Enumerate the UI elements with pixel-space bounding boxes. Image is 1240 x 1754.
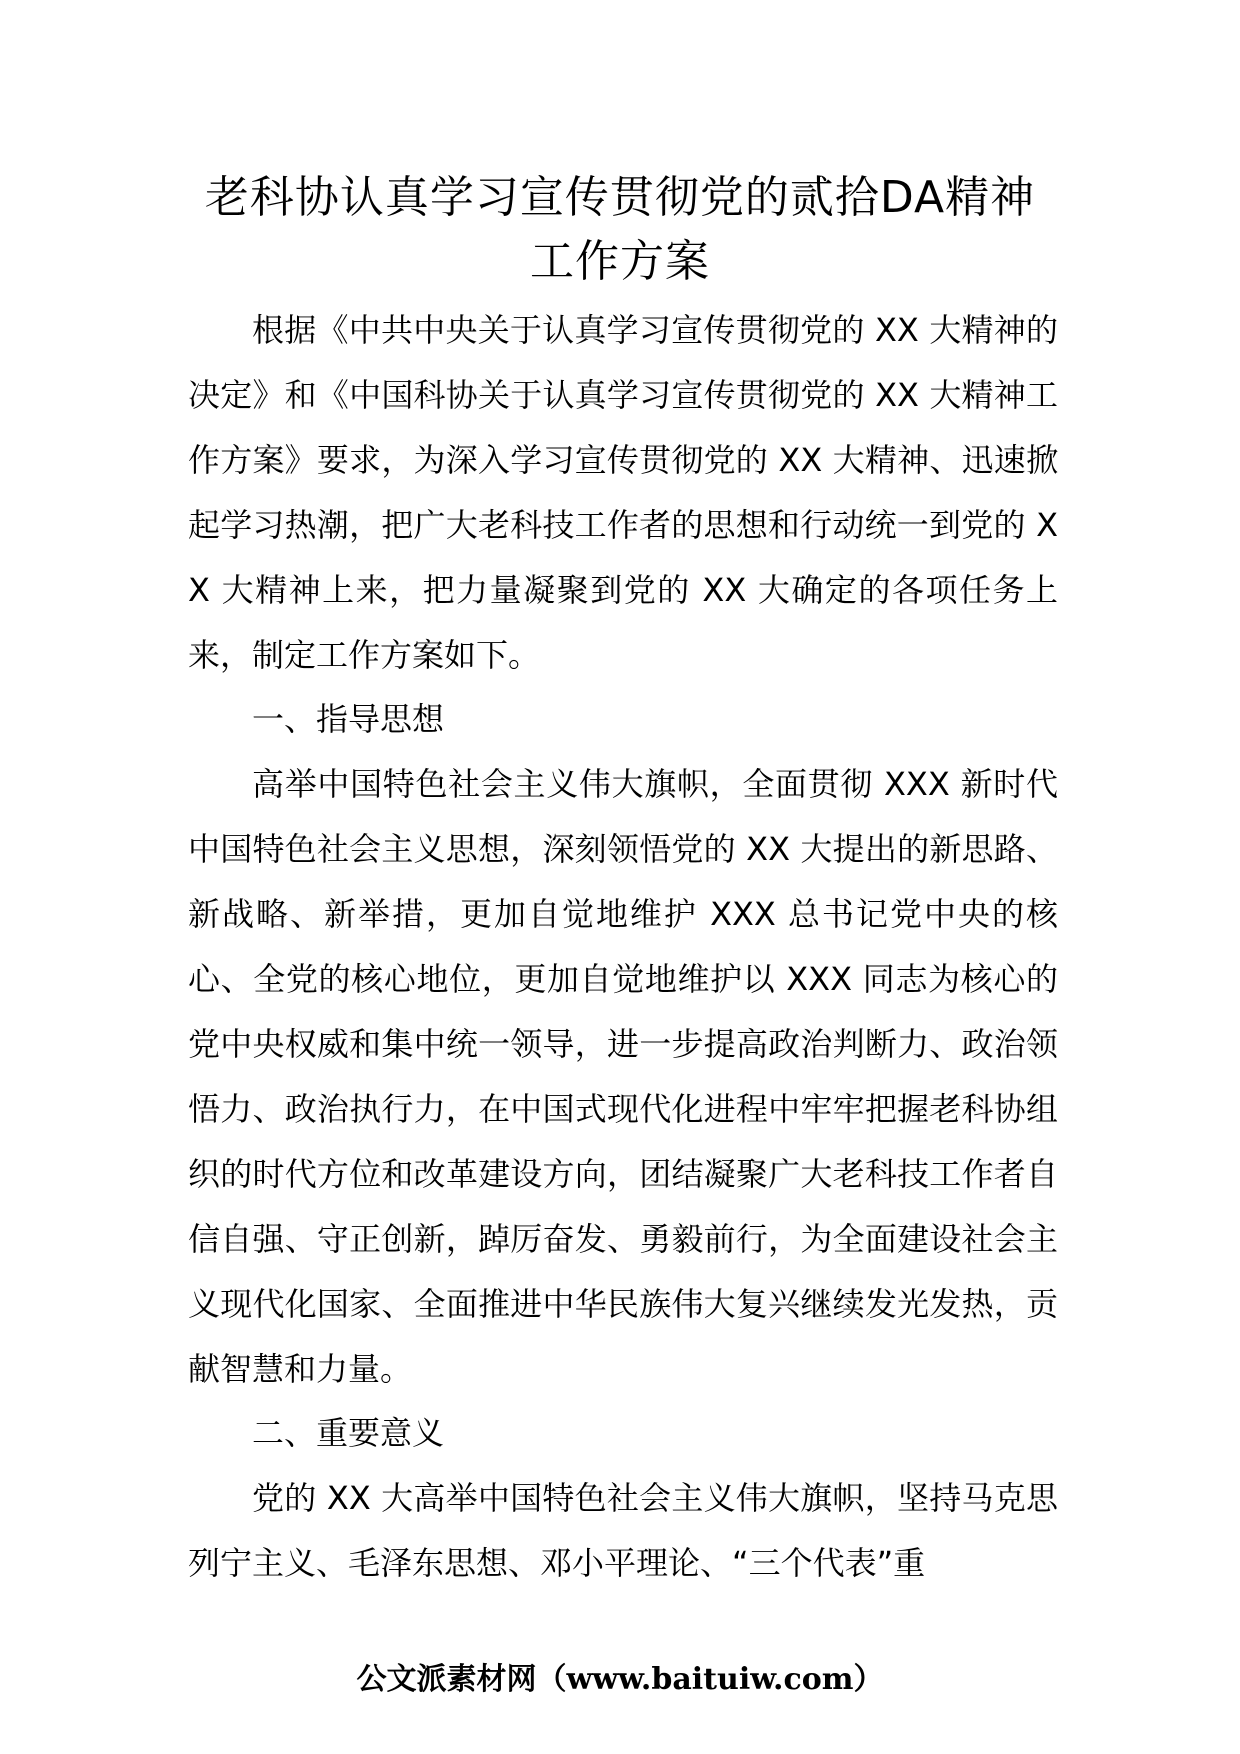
footer-watermark: 公文派素材网（www.baituiw.com） (356, 1662, 884, 1697)
section-paragraph-guiding-ideology: 高举中国特色社会主义伟大旗帜，全面贯彻 XXX 新时代中国特色社会主义思想，深刻领悟党的 XX 大提出的新思路、新战略、新举措，更加自觉地维护 XXX 总书记党中央的核心、全党的核心地位，更加自觉地维护以 XXX 同志为核心的党中央权威和集中统一领导，进一步提高政治判断力、政治领悟力、政治执行力，在中国式现代化进程中牢牢把握老科协组织的时代方位和改革建设方向，团结凝聚广大老科技工作者自信自强、守正创新，踔厉奋发、勇毅前行，为全面建设社会主义现代化国家、全面推进中华民族伟大复兴继续发光发热，贡献智慧和力量。 (188, 765, 1058, 1388)
section-paragraph-significance: 党的 XX 大高举中国特色社会主义伟大旗帜，坚持马克思列宁主义、毛泽东思想、邓小平理论、“三个代表”重 (188, 1479, 1058, 1583)
document-body (188, 298, 1058, 1596)
section-heading-significance: 二、重要意义 (252, 1414, 445, 1453)
document-title-line-1: 老科协认真学习宣传贯彻党的贰拾DA精神 (204, 172, 1036, 223)
document-title-line-2: 工作方案 (530, 236, 710, 287)
intro-paragraph: 根据《中共中央关于认真学习宣传贯彻党的 XX 大精神的决定》和《中国科协关于认真学习宣传贯彻党的 XX 大精神工作方案》要求，为深入学习宣传贯彻党的 XX 大精神、迅速掀起学习热潮，把广大老科技工作者的思想和行动统一到党的 XX 大精神上来，把力量凝聚到党的 XX 大确定的各项任务上来，制定工作方案如下。 (188, 311, 1058, 674)
section-heading-guiding-ideology: 一、指导思想 (252, 700, 445, 739)
